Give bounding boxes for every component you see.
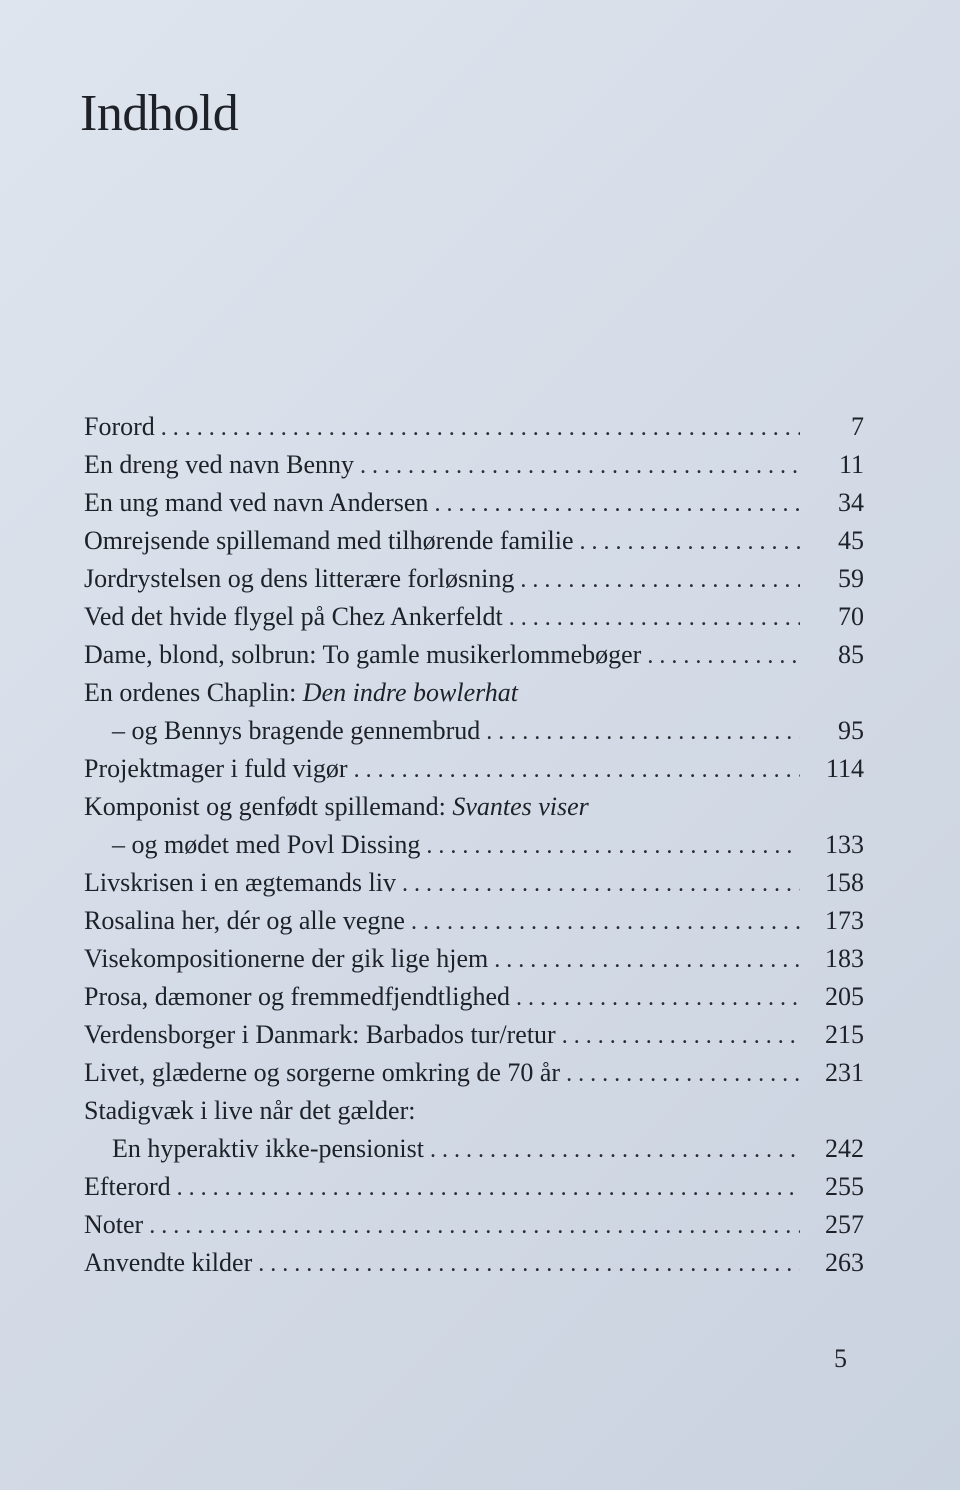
- toc-entry-title: Efterord: [84, 1172, 171, 1201]
- toc-entry-page: 133: [825, 830, 864, 859]
- toc-entry-title: Jordrystelsen og dens litterære forløsning: [84, 564, 515, 593]
- dot-leader: [434, 485, 800, 523]
- toc-entry: [84, 750, 864, 788]
- toc-entry-title: – og mødet med Povl Dissing: [112, 830, 421, 859]
- dot-leader: [258, 1245, 800, 1283]
- toc-entry-title-part: En ordenes Chaplin:: [84, 678, 303, 707]
- dot-leader: [149, 1207, 800, 1245]
- toc-entry-page: 173: [825, 906, 864, 935]
- toc-entry-page: 70: [838, 602, 864, 631]
- toc-entry-page: 215: [825, 1020, 864, 1049]
- dot-leader: [426, 827, 800, 865]
- toc-entry-title: [84, 788, 864, 826]
- toc-entry-title: En hyperaktiv ikke-pensionist: [112, 1134, 424, 1163]
- toc-entry-title-part: Komponist og genfødt spillemand:: [84, 792, 453, 821]
- toc-entry-title: Omrejsende spillemand med tilhørende familie: [84, 526, 574, 555]
- toc-entry: [84, 1168, 864, 1206]
- toc-entry-continuation: [84, 1130, 864, 1168]
- toc-entry-title: Forord: [84, 412, 155, 441]
- toc-entry-heading-line: [84, 674, 864, 712]
- toc-entry: [84, 1244, 864, 1282]
- toc-entry: [84, 1206, 864, 1244]
- toc-entry-title: – og Bennys bragende gennembrud: [112, 716, 481, 745]
- toc-entry-page: 34: [838, 488, 864, 517]
- toc-entry-title: En ung mand ved navn Andersen: [84, 488, 429, 517]
- toc-entry-title: Visekompositionerne der gik lige hjem: [84, 944, 489, 973]
- dot-leader: [161, 409, 800, 447]
- dot-leader: [580, 523, 800, 561]
- toc-entry-page: 205: [825, 982, 864, 1011]
- toc-entry-continuation: [84, 826, 864, 864]
- toc-entry: [84, 598, 864, 636]
- toc-entry-title: Ved det hvide flygel på Chez Ankerfeldt: [84, 602, 503, 631]
- toc-entry-page: 231: [825, 1058, 864, 1087]
- toc-entry-title: Verdensborger i Danmark: Barbados tur/retur: [84, 1020, 556, 1049]
- dot-leader: [486, 713, 800, 751]
- page-title: Indhold: [80, 85, 239, 142]
- toc-entry-page: 242: [825, 1134, 864, 1163]
- dot-leader: [516, 979, 800, 1017]
- toc-entry-title: Dame, blond, solbrun: To gamle musikerlommebøger: [84, 640, 642, 669]
- toc-entry-page: 257: [825, 1210, 864, 1239]
- toc-entry-page: 11: [838, 450, 864, 479]
- toc-entry-page: 183: [825, 944, 864, 973]
- toc-entry: [84, 636, 864, 674]
- toc-entry-title: Projektmager i fuld vigør: [84, 754, 348, 783]
- toc-entry: [84, 864, 864, 902]
- toc-entry-title: Anvendte kilder: [84, 1248, 253, 1277]
- toc-entry: [84, 484, 864, 522]
- toc-entry: [84, 1054, 864, 1092]
- toc-entry-page: 255: [825, 1172, 864, 1201]
- toc-entry-title: Prosa, dæmoner og fremmedfjendtlighed: [84, 982, 511, 1011]
- toc-entry-page: 7: [851, 412, 864, 441]
- toc-entry-page: 85: [838, 640, 864, 669]
- toc-entry-heading-line: [84, 788, 864, 826]
- toc-entry: [84, 408, 864, 446]
- dot-leader: [509, 599, 800, 637]
- toc-entry-title: En dreng ved navn Benny: [84, 450, 355, 479]
- toc-entry-page: 158: [825, 868, 864, 897]
- dot-leader: [360, 447, 800, 485]
- toc-entry-title: Livskrisen i en ægtemands liv: [84, 868, 396, 897]
- dot-leader: [354, 751, 800, 789]
- toc-entry-title: Stadigvæk i live når det gælder:: [84, 1096, 416, 1125]
- dot-leader: [430, 1131, 800, 1169]
- toc-entry: [84, 522, 864, 560]
- toc-entry-title: Noter: [84, 1210, 144, 1239]
- toc-entry-page: 45: [838, 526, 864, 555]
- dot-leader: [494, 941, 800, 979]
- dot-leader: [520, 561, 800, 599]
- toc-entry-page: 95: [838, 716, 864, 745]
- toc-entry-page: 114: [825, 754, 864, 783]
- dot-leader: [411, 903, 800, 941]
- toc-entry-heading-line: [84, 1092, 864, 1130]
- dot-leader: [562, 1017, 800, 1055]
- toc-entry-continuation: [84, 712, 864, 750]
- dot-leader: [402, 865, 800, 903]
- toc-entry-title: [84, 674, 864, 712]
- toc-entry-title: Livet, glæderne og sorgerne omkring de 70 år: [84, 1058, 561, 1087]
- toc-entry-page: 59: [838, 564, 864, 593]
- toc-entry-title-italic: Svantes viser: [452, 792, 589, 821]
- toc-entry: [84, 560, 864, 598]
- page-number: 5: [834, 1344, 847, 1373]
- toc-entry: [84, 940, 864, 978]
- dot-leader: [177, 1169, 800, 1207]
- toc-entry: [84, 446, 864, 484]
- dot-leader: [647, 637, 800, 675]
- toc-entry-title: Rosalina her, dér og alle vegne: [84, 906, 405, 935]
- toc-entry: [84, 902, 864, 940]
- dot-leader: [566, 1055, 800, 1093]
- table-of-contents: [84, 408, 864, 1282]
- toc-entry-title-italic: Den indre bowlerhat: [302, 678, 519, 707]
- toc-entry: [84, 1016, 864, 1054]
- toc-entry: [84, 978, 864, 1016]
- toc-entry-page: 263: [825, 1248, 864, 1277]
